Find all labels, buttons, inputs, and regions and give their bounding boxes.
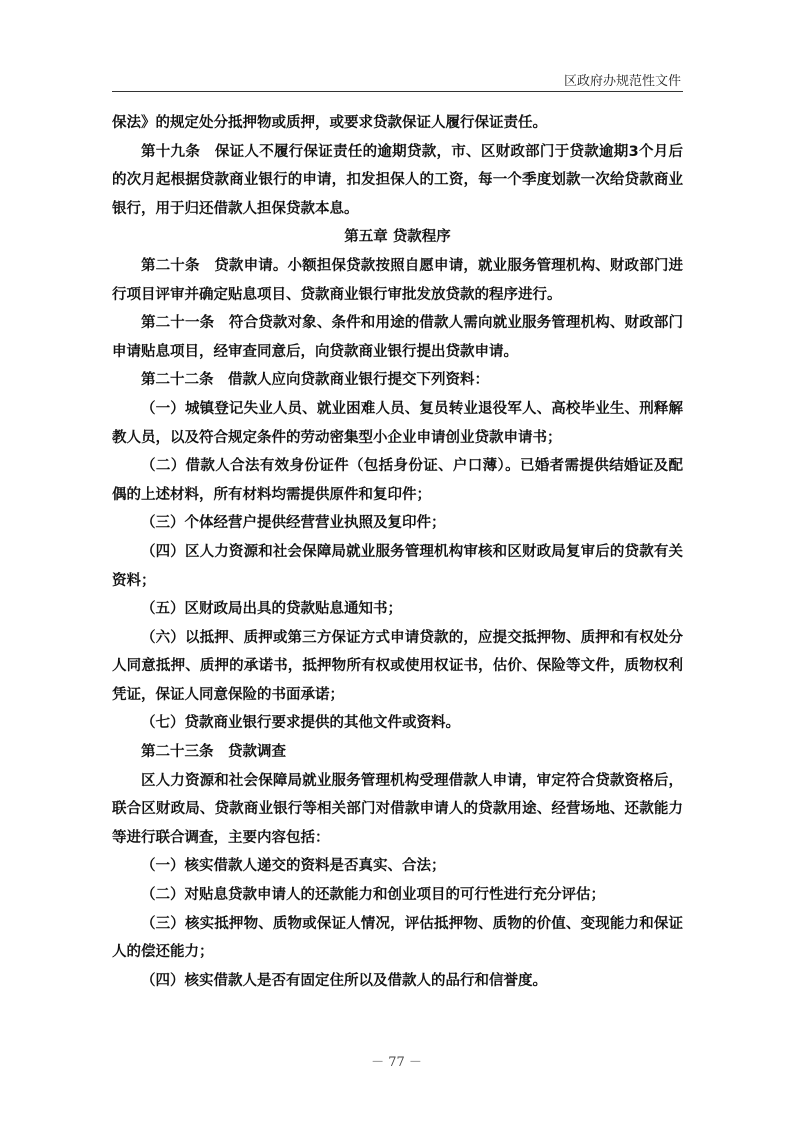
list-item: （三）核实抵押物、质物或保证人情况，评估抵押物、质物的价值、变现能力和保证人的偿还能力； [112,915,683,961]
article-19: 第十九条 保证人不履行保证责任的逾期贷款，市、区财政部门于贷款逾期3个月后的次月起根据贷款商业银行的申请，扣发担保人的工资，每一个季度划款一次给贷款商业银行，用于归还借款人担保贷款本息。 [112,143,683,217]
article-22: 第二十二条 借款人应向贷款商业银行提交下列资料： [141,372,489,389]
document-body [112,109,683,995]
list-item: （二）借款人合法有效身份证件（包括身份证、户口薄）。已婚者需提供结婚证及配偶的上述材料，所有材料均需提供原件和复印件； [112,458,683,503]
header-rule [112,91,683,92]
list-item: （二）对贴息贷款申请人的还款能力和创业项目的可行性进行充分评估； [141,887,605,904]
paragraph: 保法》的规定处分抵押物或质押，或要求贷款保证人履行保证责任。 [112,115,547,131]
chapter-heading: 第五章 贷款程序 [344,229,451,246]
document-header: 区政府办规范性文件 [563,74,681,89]
list-item: （四）区人力资源和社会保障局就业服务管理机构审核和区财政局复审后的贷款有关资料； [112,543,683,589]
list-item: （三）个体经营户提供经营营业执照及复印件； [141,515,446,532]
list-item: （六）以抵押、质押或第三方保证方式申请贷款的，应提交抵押物、质押和有权处分人同意抵押、质押的承诺书，抵押物所有权或使用权证书，估价、保险等文件，质物权利凭证，保证人同意保险的书面承诺； [112,629,683,703]
paragraph: 区人力资源和社会保障局就业服务管理机构受理借款人申请，审定符合贷款资格后，联合区财政局、贷款商业银行等相关部门对借款申请人的贷款用途、经营场地、还款能力等进行联合调查，主要内容包括： [112,772,683,846]
article-23: 第二十三条 贷款调查 [141,744,286,761]
list-item: （一）核实借款人递交的资料是否真实、合法； [141,858,446,875]
page-number: － 77 － [371,1055,422,1070]
list-item: （一）城镇登记失业人员、就业困难人员、复员转业退役军人、高校毕业生、刑释解教人员，以及符合规定条件的劳动密集型小企业申请创业贷款申请书； [112,400,683,446]
list-item: （五）区财政局出具的贷款贴息通知书； [141,601,402,618]
list-item: （四）核实借款人是否有固定住所以及借款人的品行和信誉度。 [141,972,547,989]
article-21: 第二十一条 符合贷款对象、条件和用途的借款人需向就业服务管理机构、财政部门申请贴息项目，经审查同意后，向贷款商业银行提出贷款申请。 [112,315,683,360]
list-item: （七）贷款商业银行要求提供的其他文件或资料。 [141,715,460,732]
article-20: 第二十条 贷款申请。小额担保贷款按照自愿申请，就业服务管理机构、财政部门进行项目评审并确定贴息项目、贷款商业银行审批发放贷款的程序进行。 [112,257,683,303]
